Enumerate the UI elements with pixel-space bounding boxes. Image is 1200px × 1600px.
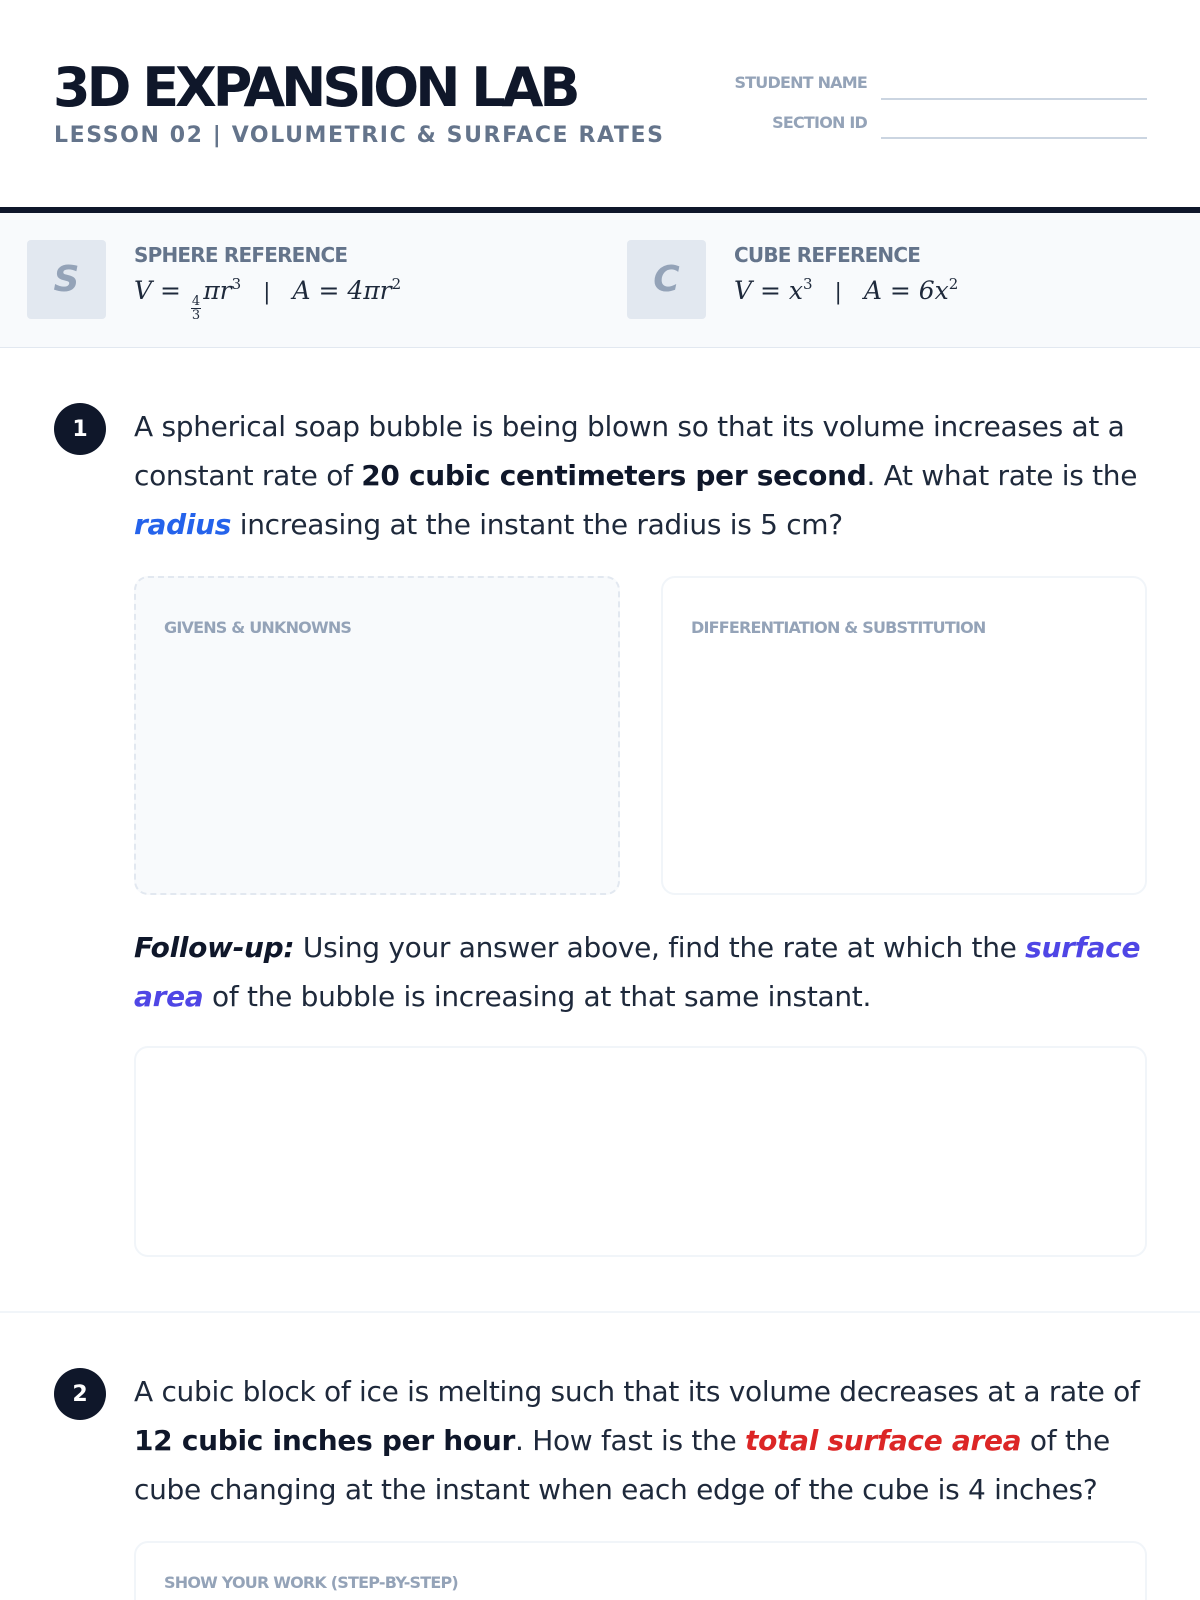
sphere-volume-exponent: 3 [231,275,242,293]
surface-area-highlight: surface area [134,931,1141,1013]
question-number-badge: 2 [54,1368,106,1420]
formula-reference-band [0,213,1200,348]
question-text: of the cube changing at the instant when each edge of the cube is 4 inches? [134,1424,1110,1506]
sphere-formula [134,275,401,322]
show-work-box[interactable] [134,1541,1147,1600]
formula-separator: | [834,280,842,305]
section-id-field[interactable] [881,137,1147,139]
sphere-volume-fraction [191,295,201,322]
student-name-label: STUDENT NAME [734,73,867,92]
follow-up-label: Follow-up: [134,931,295,964]
question-text: . At what rate is the [866,459,1138,492]
question-2-text [134,1367,1149,1514]
question-text: A cubic block of ice is melting such that its volume decreases at a rate of [134,1375,1140,1408]
sphere-volume-lhs: V = [134,276,181,305]
question-1-text [134,402,1149,549]
cube-badge: C [627,240,706,319]
sphere-area-lhs: A = 4πr [292,276,392,305]
page-title: 3D EXPANSION LAB [53,56,577,119]
page-subtitle: LESSON 02 | VOLUMETRIC & SURFACE RATES [54,123,665,148]
follow-up-body: Using your answer above, find the rate at which the [294,931,1026,964]
total-surface-area-highlight: total surface area [745,1424,1022,1457]
cube-area-exponent: 2 [948,275,959,293]
differentiation-box[interactable] [661,576,1147,895]
sphere-area-exponent: 2 [391,275,402,293]
cube-reference-label: CUBE REFERENCE [734,243,921,267]
question-key-rate: 20 cubic centimeters per second [361,459,867,492]
question-text: A spherical soap bubble is being blown so that its volume increases at a constant rate of [134,410,1125,492]
question-text: increasing at the instant the radius is 5 cm? [231,508,843,541]
section-id-label: SECTION ID [772,113,867,132]
question-key-rate: 12 cubic inches per hour [134,1424,515,1457]
follow-up-body: of the bubble is increasing at that same instant. [203,980,872,1013]
sphere-volume-rest: πr [203,276,232,305]
cube-formula [734,275,958,305]
section-divider [0,1311,1200,1313]
fraction-denominator: 3 [191,308,201,323]
givens-unknowns-label: GIVENS & UNKNOWNS [164,618,352,637]
formula-separator: | [263,280,271,305]
givens-unknowns-box[interactable] [134,576,620,895]
question-text: . How fast is the [515,1424,745,1457]
sphere-reference-label: SPHERE REFERENCE [134,243,348,267]
radius-highlight: radius [134,508,232,541]
differentiation-label: DIFFERENTIATION & SUBSTITUTION [691,618,986,637]
question-number-badge: 1 [54,403,106,455]
cube-volume-exponent: 3 [803,275,813,293]
student-name-field[interactable] [881,98,1147,100]
cube-volume-lhs: V = x [734,276,803,305]
cube-area-lhs: A = 6x [863,276,949,305]
follow-up-answer-box[interactable] [134,1046,1147,1257]
worksheet-header [0,0,1200,212]
fraction-numerator: 4 [191,294,201,309]
show-work-label: SHOW YOUR WORK (STEP-BY-STEP) [164,1573,458,1592]
follow-up-text [134,923,1149,1021]
sphere-badge: S [27,240,106,319]
